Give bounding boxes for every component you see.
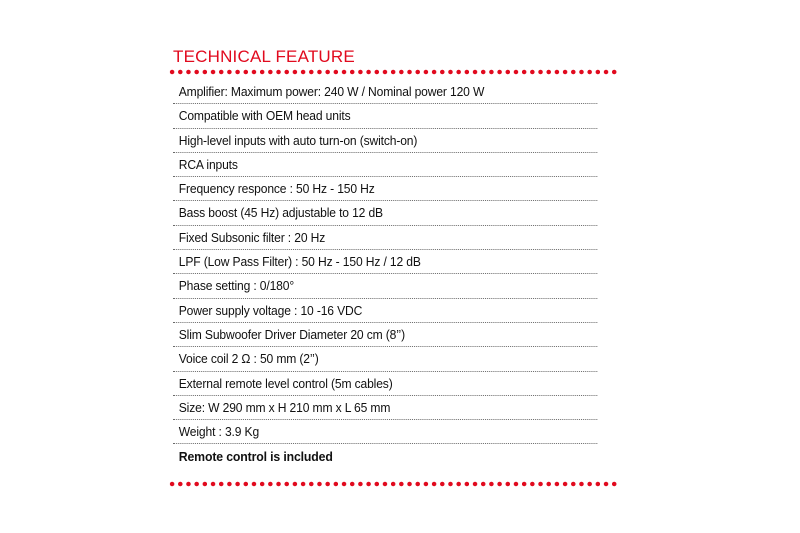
feature-row-power-supply: Power supply voltage : 10 -16 VDC [173,299,597,323]
feature-row-frequency-response: Frequency responce : 50 Hz - 150 Hz [173,177,597,201]
feature-row-rca-inputs: RCA inputs [173,153,597,177]
feature-row-driver-diameter: Slim Subwoofer Driver Diameter 20 cm (8’’) [173,323,597,347]
feature-row-voice-coil: Voice coil 2 Ω : 50 mm (2’’) [173,347,597,371]
feature-row-high-level-inputs: High-level inputs with auto turn-on (switch-on) [173,129,597,153]
top-dotted-divider [168,69,618,75]
section-title: TECHNICAL FEATURE [173,47,355,66]
feature-row-phase-setting: Phase setting : 0/180° [173,274,597,298]
feature-row-amplifier: Amplifier: Maximum power: 240 W / Nominal power 120 W [173,80,597,104]
feature-row-weight: Weight : 3.9 Kg [173,420,597,444]
feature-row-remote-control-included: Remote control is included [178,449,333,465]
feature-row-size: Size: W 290 mm x H 210 mm x L 65 mm [173,396,597,420]
feature-row-subsonic-filter: Fixed Subsonic filter : 20 Hz [173,226,597,250]
feature-list [173,80,615,469]
feature-row-remote-level-control: External remote level control (5m cables) [173,372,597,396]
feature-row-low-pass-filter: LPF (Low Pass Filter) : 50 Hz - 150 Hz / 12 dB [173,250,597,274]
feature-row-bass-boost: Bass boost (45 Hz) adjustable to 12 dB [173,201,597,225]
bottom-dotted-divider [168,481,618,487]
feature-row-oem-compatibility: Compatible with OEM head units [173,104,597,128]
